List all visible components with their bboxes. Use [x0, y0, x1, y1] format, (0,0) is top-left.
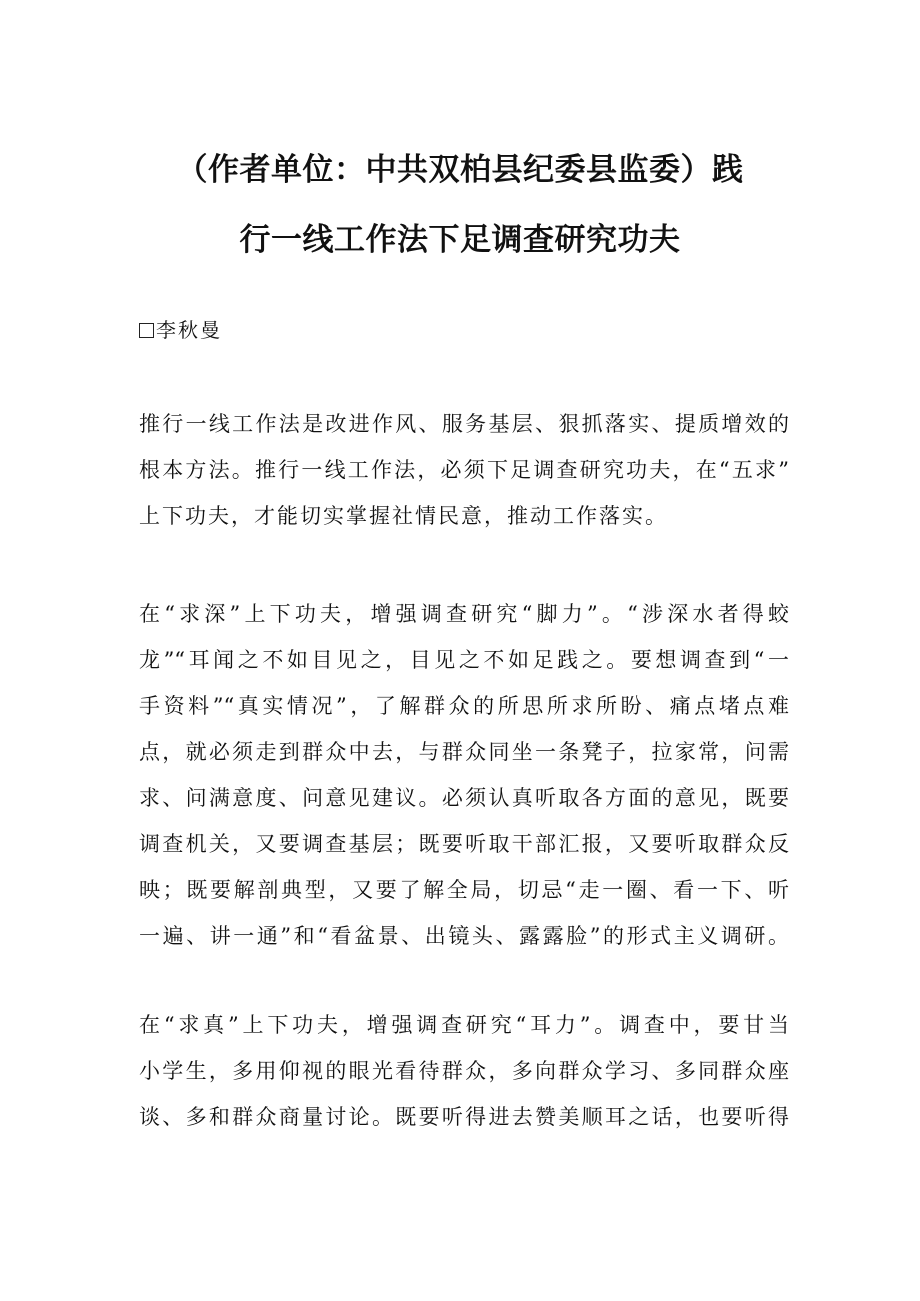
paragraph-3 — [139, 1002, 789, 1140]
paragraph-line: 根本方法。推行一线工作法，必须下足调查研究功夫，在“五求” — [139, 458, 789, 482]
paragraph-line: 在“求深”上下功夫，增强调查研究“脚力”。“涉深水者得蛟 — [139, 602, 789, 626]
paragraph-2 — [139, 591, 789, 959]
paragraph-line: 点，就必须走到群众中去，与群众同坐一条凳子，拉家常，问需 — [139, 740, 789, 764]
paragraph-line: 推行一线工作法是改进作风、服务基层、狠抓落实、提质增效的 — [139, 412, 789, 436]
paragraph-line: 谈、多和群众商量讨论。既要听得进去赞美顺耳之话，也要听得 — [139, 1105, 789, 1129]
document-title-line-2: 行一线工作法下足调查研究功夫 — [239, 222, 681, 258]
paragraph-line: 小学生，多用仰视的眼光看待群众，多向群众学习、多同群众座 — [139, 1059, 789, 1083]
paragraph-1 — [139, 401, 789, 539]
paragraph-line: 一遍、讲一通”和“看盆景、出镜头、露露脸”的形式主义调研。 — [139, 924, 789, 948]
document-title-line-1: （作者单位：中共双柏县纪委县监委）践 — [176, 152, 744, 188]
paragraph-line: 映；既要解剖典型，又要了解全局，切忌“走一圈、看一下、听 — [139, 878, 789, 902]
author-name: 李秋曼 — [156, 318, 222, 342]
paragraph-line: 在“求真”上下功夫，增强调查研究“耳力”。调查中，要甘当 — [139, 1013, 789, 1037]
paragraph-line: 调查机关，又要调查基层；既要听取干部汇报，又要听取群众反 — [139, 832, 789, 856]
paragraph-line: 求、问满意度、问意见建议。必须认真听取各方面的意见，既要 — [139, 786, 789, 810]
paragraph-line: 上下功夫，才能切实掌握社情民意，推动工作落实。 — [139, 504, 668, 528]
paragraph-line: 手资料”“真实情况”，了解群众的所思所求所盼、痛点堵点难 — [139, 694, 789, 718]
author-byline — [139, 317, 222, 343]
checkbox-square-icon — [139, 323, 154, 338]
paragraph-line: 龙”“耳闻之不如目见之，目见之不如足践之。要想调查到“一 — [139, 648, 789, 672]
